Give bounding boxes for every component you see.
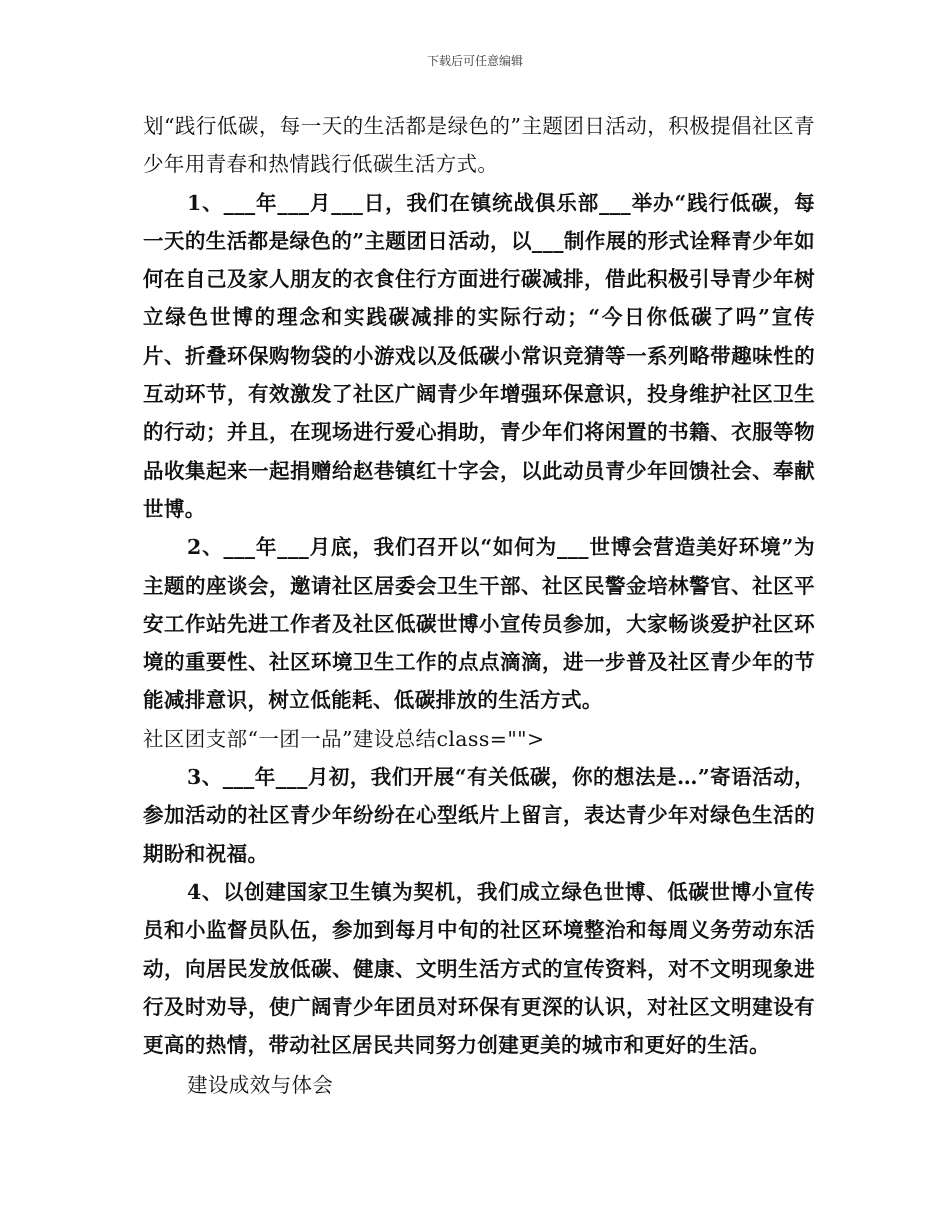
paragraph-item-1: 1、___年___月___日，我们在镇统战俱乐部___举办“践行低碳，每一天的生活都是绿色的”主题团日活动，以___制作展的形式诠释青少年如何在自己及家人朋友的衣食住行方面进行碳减排，借此积极引导青少年树立绿色世博的理念和实践碳减排的实际行动；“今日你低碳了吗”宣传片、折叠环保购物袋的小游戏以及低碳小常识竞猜等一系列略带趣味性的互动环节，有效激发了社区广阔青少年增强环保意识，投身维护社区卫生的行动；并且，在现场进行爱心捐助，青少年们将闲置的书籍、衣服等物品收集起来一起捐赠给赵巷镇红十字会，以此动员青少年回馈社会、奉献世博。	[143, 190, 815, 521]
paragraph-item-4: 4、以创建国家卫生镇为契机，我们成立绿色世博、低碳世博小宣传员和小监督员队伍，参加到每月中旬的社区环境整治和每周义务劳动东活动，向居民发放低碳、健康、文明生活方式的宣传资料，对不文明现象进行及时劝导，使广阔青少年团员对环保有更深的认识，对社区文明建设有更高的热情，带动社区居民共同努力创建更美的城市和更好的生活。	[143, 879, 815, 1058]
section-heading: 建设成效与体会	[187, 1073, 334, 1098]
paragraph-inline-title: 社区团支部“一团一品”建设总结class="">	[143, 726, 545, 751]
paragraph-item-3: 3、___年___月初，我们开展“有关低碳，你的想法是…”寄语活动，参加活动的社区青少年纷纷在心型纸片上留言，表达青少年对绿色生活的期盼和祝福。	[143, 765, 815, 866]
page-header-note: 下载后可任意编辑	[426, 54, 523, 68]
paragraph-item-2: 2、___年___月底，我们召开以“如何为___世博会营造美好环境”为主题的座谈会，邀请社区居委会卫生干部、社区民警金培林警官、社区平安工作站先进工作者及社区低碳世博小宣传员参加，大家畅谈爱护社区环境的重要性、社区环境卫生工作的点点滴滴，进一步普及社区青少年的节能减排意识，树立低能耗、低碳排放的生活方式。	[143, 535, 815, 713]
document-body	[143, 107, 815, 1105]
paragraph-intro-continuation: 划“践行低碳，每一天的生活都是绿色的”主题团日活动，积极提倡社区青少年用青春和热情践行低碳生活方式。	[143, 114, 815, 177]
